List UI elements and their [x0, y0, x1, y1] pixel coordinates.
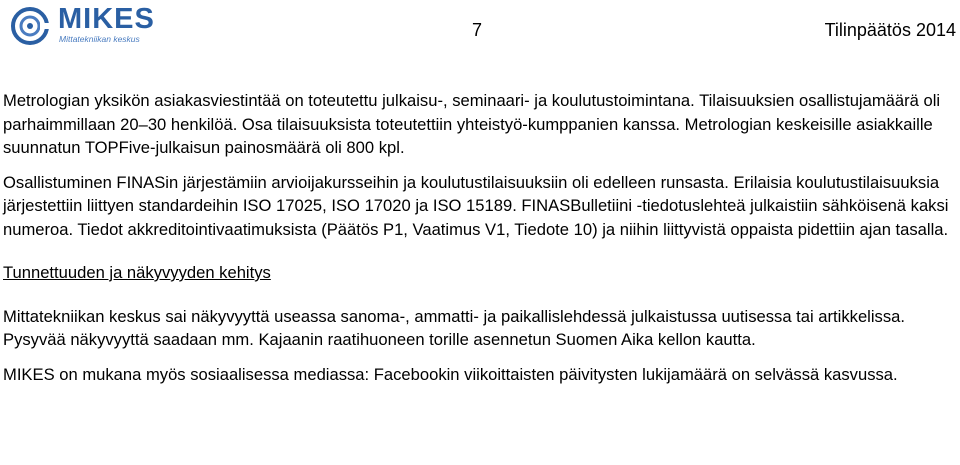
- section-heading: Tunnettuuden ja näkyvyyden kehitys: [3, 263, 271, 282]
- paragraph-visibility: Mittatekniikan keskus sai näkyvyyttä useassa sanoma-, ammatti- ja paikallislehdessä julkaistussa uutisessa tai artikkelissa. Pysyvää näkyvyyttä saadaan mm. Kajaanin raatihuoneen torille asennetun Suomen Aika kellon kautta.: [3, 306, 905, 349]
- page-number: 7: [472, 20, 483, 40]
- paragraph-finas-training: Osallistuminen FINASin järjestämiin arvioijakursseihin ja koulutustilaisuuksiin oli edelleen runsasta. Erilaisia koulutustilaisuuksia järjestettiin liittyen standardeihin ISO 17025, ISO 17020 ja ISO 15189. FINASBulletiini -tiedotuslehteä julkaistiin sähköisenä kaksi numeroa. Tiedot akkreditointivaatimuksista (Päätös P1, Vaatimus V1, Tiedote 10) ja niihin liittyvistä oppaista pidettiin ajan tasalla.: [3, 172, 949, 239]
- document-title: Tilinpäätös 2014: [824, 20, 956, 40]
- mikes-logo-icon: [10, 6, 54, 46]
- paragraph-social-media: MIKES on mukana myös sosiaalisessa mediassa: Facebookin viikoittaisten päivitysten lukijamäärä on selvässä kasvussa.: [3, 364, 898, 384]
- logo-tagline: Mittatekniikan keskus: [59, 34, 140, 44]
- logo-text: MIKES: [58, 3, 155, 35]
- mikes-logo: [10, 3, 155, 46]
- document-body: [3, 89, 953, 397]
- paragraph-customer-communication: Metrologian yksikön asiakasviestintää on toteutettu julkaisu-, seminaari- ja koulutustoimintana. Tilaisuuksien osallistujamäärä oli parhaimmillaan 20–30 henkilöä. Osa tilaisuuksista toteutettiin yhteistyö-kumppanien kanssa. Metrologian keskeisille asiakkaille suunnatun TOPFive-julkaisun painosmäärä oli 800 kpl.: [3, 91, 941, 157]
